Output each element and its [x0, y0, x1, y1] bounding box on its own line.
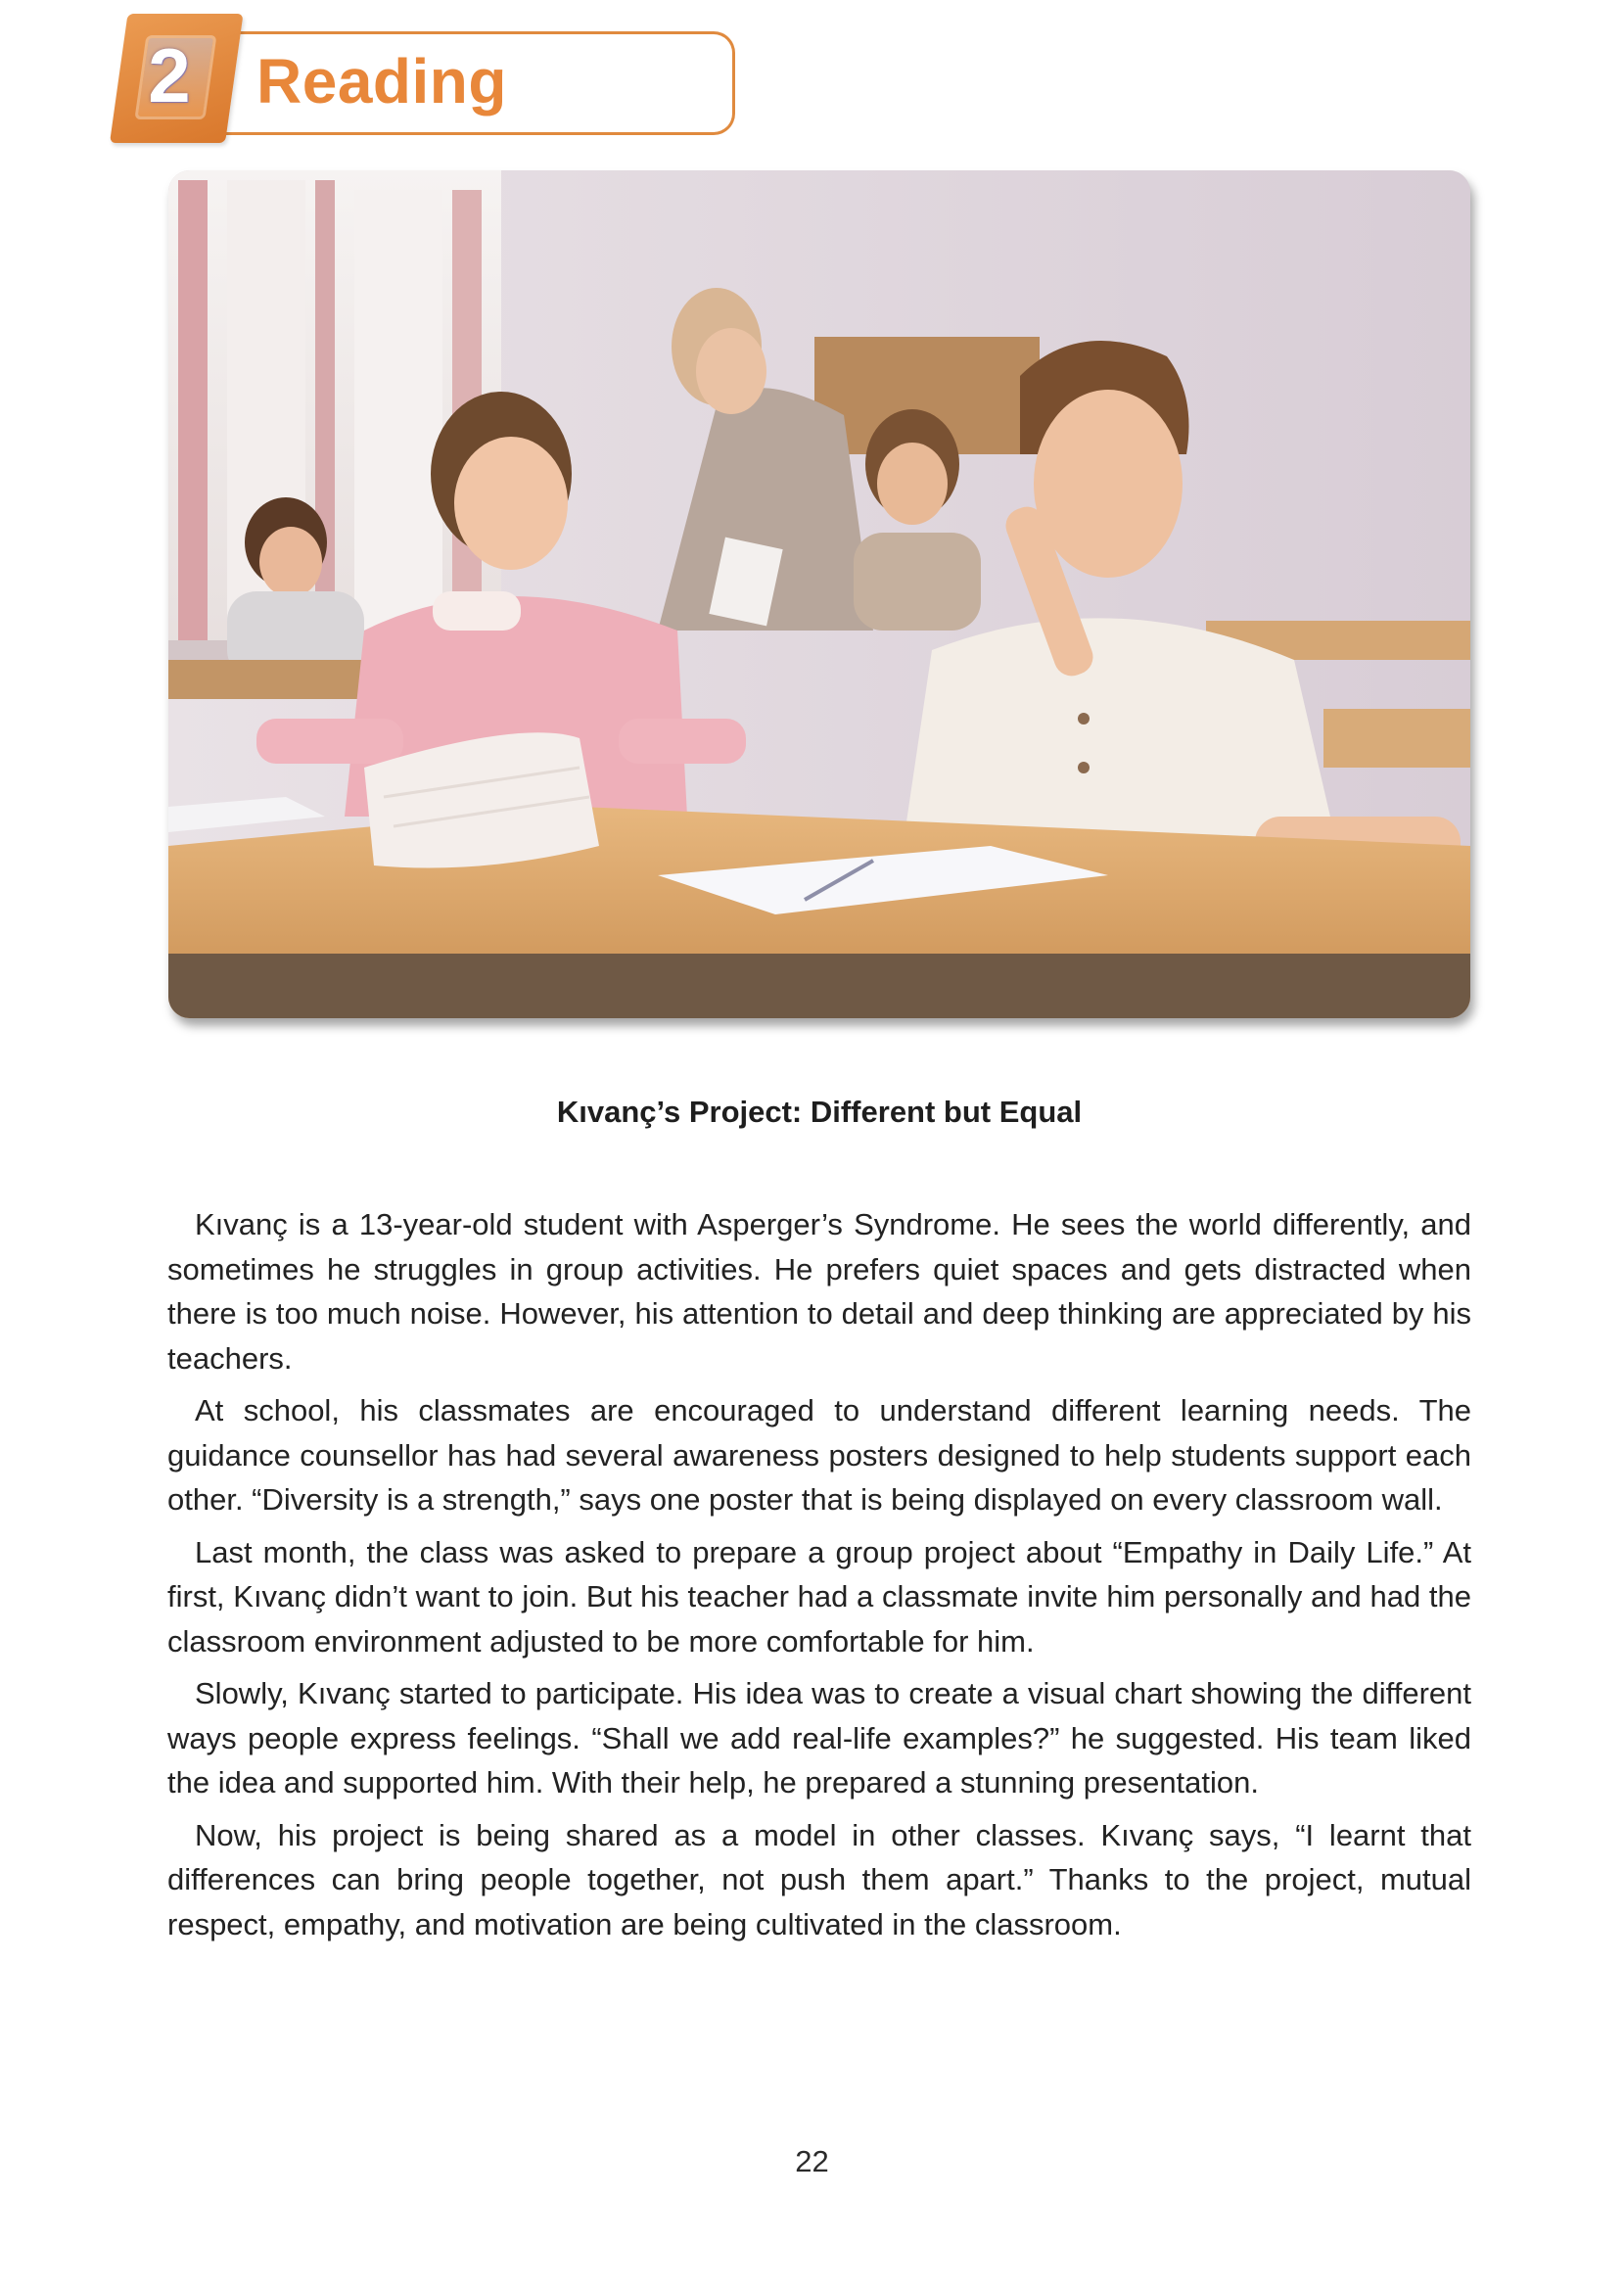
- side-desk: [1323, 709, 1470, 768]
- paragraph-4: Slowly, Kıvanç started to participate. His idea was to create a visual chart showing the different ways people express feelings. “Shall we add real-life examples?” he suggested. His team liked the idea and supported him. With their help, he prepared a stunning presentation.: [167, 1676, 1471, 1800]
- unit-number: 2: [148, 32, 191, 118]
- paragraph-1: Kıvanç is a 13-year-old student with Asperger’s Syndrome. He sees the world differently, and sometimes he struggles in group activities. He prefers quiet spaces and gets distracted when there is too much noise. However, his attention to detail and deep thinking are appreciated by his teachers.: [167, 1207, 1471, 1376]
- section-title: Reading: [256, 46, 507, 117]
- classroom-photo: [168, 170, 1470, 1018]
- classroom-illustration: [168, 170, 1470, 1018]
- page-number: 22: [795, 2144, 829, 2178]
- front-desk: [168, 807, 1470, 1018]
- article-body: [167, 1202, 1471, 1954]
- paragraph-3: Last month, the class was asked to prepare a group project about “Empathy in Daily Life.” At first, Kıvanç didn’t want to join. But his teacher had a classmate invite him personally and had the classroom environment adjusted to be more comfortable for him.: [167, 1534, 1471, 1659]
- paragraph-5: Now, his project is being shared as a model in other classes. Kıvanç says, “I learnt that differences can bring people together, not push them apart.” Thanks to the project, mutual respect, empathy, and motivation are being cultivated in the classroom.: [167, 1817, 1471, 1941]
- paragraph-2: At school, his classmates are encouraged to understand different learning needs. The guidance counsellor has had several awareness posters designed to help students support each other. “Diversity is a strength,” says one poster that is being displayed on every classroom wall.: [167, 1393, 1471, 1517]
- article-title: Kıvanç’s Project: Different but Equal: [556, 1095, 1083, 1129]
- section-header: [110, 14, 746, 147]
